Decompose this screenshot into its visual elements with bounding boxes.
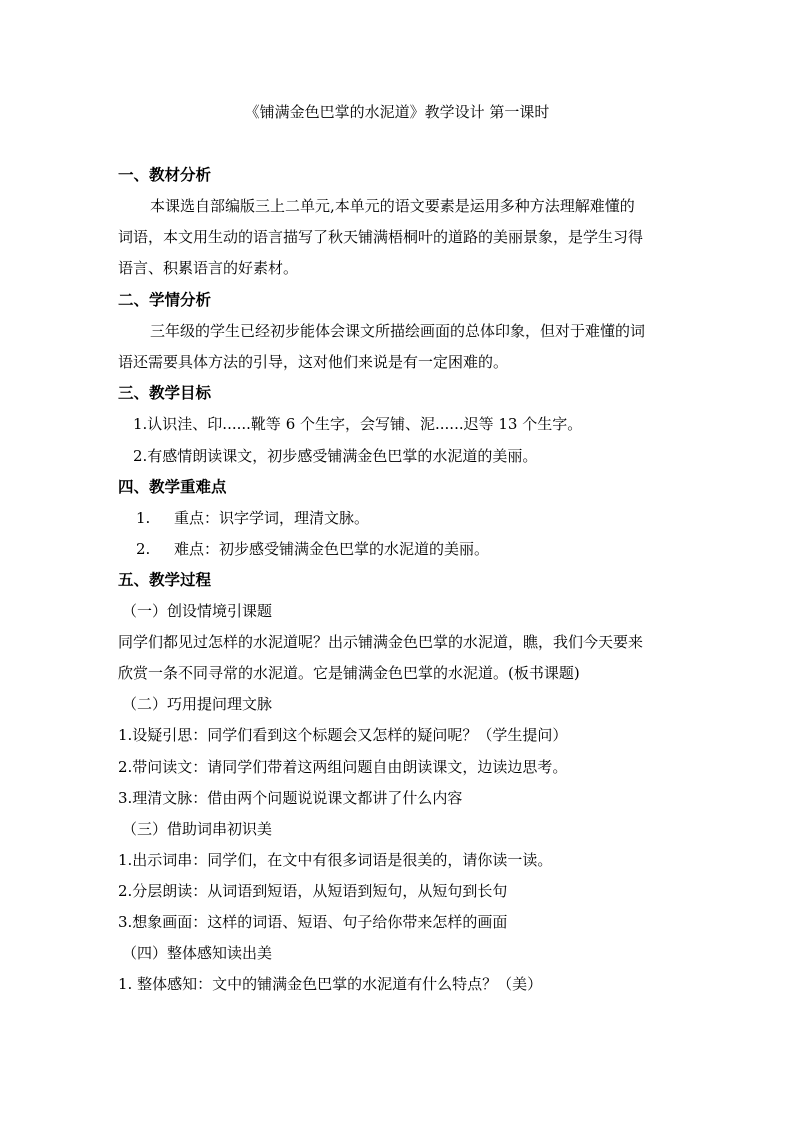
list-item: 1.设疑引思：同学们看到这个标题会又怎样的疑问呢？（学生提问） (118, 726, 568, 744)
list-item: 重点：识字学词，理清文脉。 (174, 509, 370, 527)
list-item: 1.认识洼、印......靴等 6 个生字，会写铺、泥......迟等 13 个生字。 (133, 415, 583, 433)
subsection-heading: （四）整体感知读出美 (122, 944, 273, 962)
list-item: 1.出示词串：同学们，在文中有很多词语是很美的，请你读一读。 (118, 851, 553, 869)
paragraph-line: 三年级的学生已经初步能体会课文所描绘画面的总体印象，但对于难懂的词 (150, 322, 646, 340)
subsection-heading: （二）巧用提问理文脉 (122, 695, 273, 713)
section-heading: 三、教学目标 (118, 383, 212, 402)
list-item: 2.带问读文：请同学们带着这两组问题自由朗读课文，边读边思考。 (118, 758, 568, 776)
list-item: 3.理清文脉：借由两个问题说说课文都讲了什么内容 (118, 789, 463, 807)
paragraph-line: 语还需要具体方法的引导，这对他们来说是有一定困难的。 (118, 353, 509, 371)
subsection-heading: （三）借助词串初识美 (122, 820, 273, 838)
section-heading: 五、教学过程 (118, 570, 212, 589)
section-heading: 一、教材分析 (118, 165, 212, 184)
paragraph-line: 词语，本文用生动的语言描写了秋天铺满梧桐叶的道路的美丽景象，是学生习得 (118, 228, 644, 246)
paragraph-line: 欣赏一条不同寻常的水泥道。它是铺满金色巴掌的水泥道。(板书课题) (118, 664, 580, 682)
section-heading: 二、学情分析 (118, 290, 212, 309)
list-number: 2. (136, 540, 151, 558)
list-item: 1. 整体感知：文中的铺满金色巴掌的水泥道有什么特点？（美） (118, 975, 543, 993)
paragraph-line: 同学们都见过怎样的水泥道呢？出示铺满金色巴掌的水泥道，瞧，我们今天要来 (118, 633, 644, 651)
list-number: 1. (136, 509, 151, 527)
list-item: 2.分层朗读：从词语到短语，从短语到短句，从短句到长句 (118, 882, 508, 900)
document-title: 《铺满金色巴掌的水泥道》教学设计 第一课时 (244, 103, 550, 121)
list-item: 3.想象画面：这样的词语、短语、句子给你带来怎样的画面 (118, 913, 508, 931)
paragraph-line: 语言、积累语言的好素材。 (118, 259, 299, 277)
subsection-heading: （一）创设情境引课题 (122, 602, 273, 620)
list-item: 难点：初步感受铺满金色巴掌的水泥道的美丽。 (174, 540, 490, 558)
paragraph-line: 本课选自部编版三上二单元,本单元的语文要素是运用多种方法理解难懂的 (150, 197, 635, 215)
list-item: 2.有感情朗读课文，初步感受铺满金色巴掌的水泥道的美丽。 (133, 447, 538, 465)
section-heading: 四、教学重难点 (118, 477, 227, 496)
